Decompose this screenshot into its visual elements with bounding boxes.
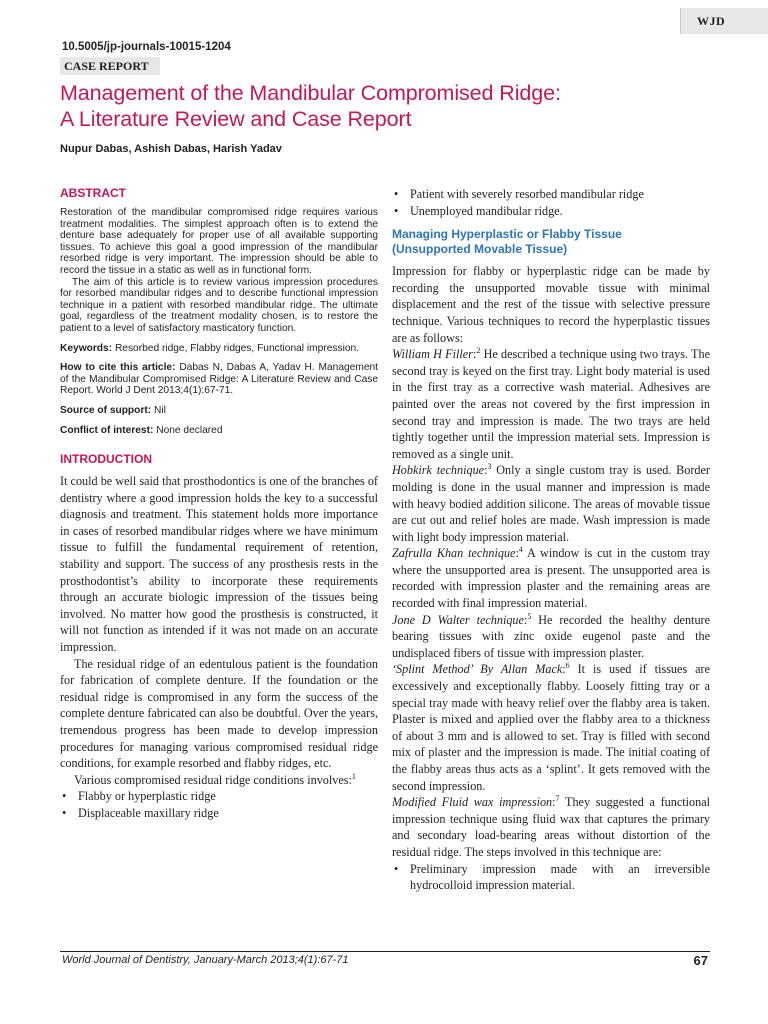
reference-marker: 1 bbox=[351, 771, 356, 781]
list-item: • Displaceable maxillary ridge bbox=[60, 805, 378, 822]
page-number: 67 bbox=[693, 953, 708, 968]
right-column bbox=[392, 186, 710, 894]
flabby-heading-line-2: (Unsupported Movable Tissue) bbox=[392, 242, 568, 257]
intro-paragraph-3 bbox=[60, 772, 378, 789]
technique-text: It is used if tissues are excessively and exceptionally flabby. Loosely fitting tray or a special tray made with heavy relief over the flabby area is taken. Plaster is mixed and applied over the flabby area to a thickness of about 3 mm and is allowed to set. Tray is filled with second mix of plaster and the impression is made. The initial coating of the flabby areas thus acts as a ‘splint’. It gets removed with the second impression. bbox=[392, 662, 710, 793]
intro-paragraph-1: It could be well said that prosthodontics is one of the branches of dentistry where a good impression holds the key to a successful diagnosis and treatment. This statement holds more importance in cases of resorbed mandibular ridges where we have minimum tissue to fulfill the fundamental requirement of retention, stability and support. The success of any prosthesis rests in the prosthodontist’s ability to incorporate these requirements through an accurate biologic impression of the tissues being involved. No matter how good the prosthesis is constructed, it will not function as intended if it was not made on an accurate impression. bbox=[60, 474, 378, 655]
article-type-label: CASE REPORT bbox=[60, 57, 160, 75]
footer-journal: World Journal of Dentistry, January-March 2013;4(1):67-71 bbox=[62, 954, 349, 966]
list-item: • Patient with severely resorbed mandibular ridge bbox=[392, 186, 710, 203]
technique-name: Hobkirk technique bbox=[392, 463, 485, 478]
reference-marker: 3 bbox=[487, 462, 492, 472]
technique-khan: Zafrulla Khan technique:$^4$ A window is cut in the custom tray where the unsupported area is present. The unsupported area is recorded with impression plaster and the remaining areas are recorded with final impression material. bbox=[392, 545, 710, 611]
intro-paragraph-3-text: Various compromised residual ridge conditions involves: bbox=[74, 772, 352, 787]
technique-text: A window is cut in the custom tray where the unsupported area is present. The unsupported area is recorded with impression plaster and the remaining areas are recorded with final impression material. bbox=[392, 546, 710, 611]
flabby-intro: Impression for flabby or hyperplastic ridge can be made by recording the unsupported movable tissue with minimal displacement and the rest of the tissue with selective pressure technique. Various techniques to record the hyperplastic tissues are as follows: bbox=[392, 264, 710, 345]
reference-marker: 7 bbox=[555, 794, 560, 804]
technique-fluid-wax: Modified Fluid wax impression:$^7$ They suggested a functional impression technique using fluid wax that captures the primary and secondary load-bearing areas without distortion of the residual ridge. The steps involved in this technique are: bbox=[392, 794, 710, 859]
technique-name: Modified Fluid wax impression bbox=[392, 795, 553, 810]
technique-text: They suggested a functional impression technique using fluid wax that captures the primary and secondary load-bearing areas without distortion of the residual ridge. The steps involved in this technique are: bbox=[392, 795, 710, 859]
keywords-text: Resorbed ridge, Flabby ridges, Functional impression. bbox=[114, 342, 359, 354]
technique-name: Jone D Walter technique bbox=[392, 612, 524, 627]
technique-name: William H Filler bbox=[392, 347, 473, 362]
reference-marker: 5 bbox=[527, 611, 532, 621]
intro-paragraph-2: The residual ridge of an edentulous patient is the foundation for fabrication of complete denture. If the foundation or the residual ridge is compromised in any form the success of the complete denture fabricated can also be doubtful. Over the years, tremendous progress has been made to develop impression procedures for managing various compromised residual ridge conditions, for example resorbed and flabby ridges, etc. bbox=[60, 656, 378, 771]
conflict-of-interest bbox=[60, 425, 378, 437]
citation-label: How to cite this article: bbox=[60, 362, 176, 374]
conditions-list-right bbox=[392, 186, 710, 219]
abstract-paragraph-2: The aim of this article is to review various impression procedures for resorbed mandibular ridges and to describe functional impression technique in a patient with resorbed mandibular ridge. The ultimate goal, regardless of the treatment modality chosen, is to restore the patient to a level of satisfactory masticatory function. bbox=[60, 276, 378, 334]
technique-filler: William H Filler:$^2$ He described a technique using two trays. The second tray is keyed on the first tray. Light body material is used in the first tray as a corrective wash material. Adhesives are painted over the areas not covered by the first impression in second tray and impression is made. The two trays are held tightly together until the impression material sets. Impression is removed as a single unit. bbox=[392, 346, 710, 461]
citation-text: Dabas N, Dabas A, Yadav H. Management of the Mandibular Compromised Ridge: A Literature Review and Case Report. World J Dent 2013;4(1):67-71. bbox=[60, 362, 378, 397]
flabby-heading-line-1: Managing Hyperplastic or Flabby Tissue bbox=[392, 227, 622, 242]
support-text: Nil bbox=[153, 404, 166, 416]
abstract-heading: ABSTRACT bbox=[60, 186, 126, 200]
fluid-wax-steps bbox=[392, 861, 710, 894]
left-column bbox=[60, 186, 378, 822]
conflict-text: None declared bbox=[156, 424, 223, 436]
reference-marker: 4 bbox=[518, 545, 523, 555]
journal-tab: WJD bbox=[680, 8, 768, 34]
citation bbox=[60, 362, 378, 397]
conditions-list-left bbox=[60, 788, 378, 821]
source-of-support bbox=[60, 405, 378, 417]
support-label: Source of support: bbox=[60, 404, 152, 416]
authors: Nupur Dabas, Ashish Dabas, Harish Yadav bbox=[60, 143, 282, 155]
flabby-tissue-heading bbox=[392, 227, 710, 257]
conflict-label: Conflict of interest: bbox=[60, 424, 154, 436]
title-line-1: Management of the Mandibular Compromised Ridge: bbox=[60, 81, 561, 105]
technique-text: He recorded the healthy denture bearing tissues with zinc oxide eugenol paste and the undisplaced fibers of tissue with impression plaster. bbox=[392, 612, 711, 660]
doi: 10.5005/jp-journals-10015-1204 bbox=[62, 41, 231, 53]
technique-name: ‘Splint Method’ By Allan Mack bbox=[392, 662, 563, 677]
reference-marker: 2 bbox=[476, 346, 481, 356]
introduction-heading: INTRODUCTION bbox=[60, 452, 152, 467]
technique-name: Zafrulla Khan technique bbox=[392, 546, 516, 561]
reference-marker: 6 bbox=[565, 661, 570, 671]
keywords-label: Keywords: bbox=[60, 342, 113, 354]
footer-rule bbox=[60, 951, 710, 952]
list-item: • Flabby or hyperplastic ridge bbox=[60, 788, 378, 805]
technique-mack: ‘Splint Method’ By Allan Mack:$^6$ It is used if tissues are excessively and exceptionally flabby. Loosely fitting tray or a special tray made with heavy relief over the flabby area is taken. Plaster is mixed and applied over the flabby area to a thickness of about 3 mm and is allowed to set. Tray is filled with second mix of plaster and the impression is made. The initial coating of the flabby areas thus acts as a ‘splint’. It gets removed with the second impression. bbox=[392, 661, 710, 793]
keywords bbox=[60, 343, 378, 355]
article-title bbox=[60, 80, 720, 132]
title-line-2: A Literature Review and Case Report bbox=[60, 107, 412, 131]
list-item: • Preliminary impression made with an irreversible hydrocolloid impression material. bbox=[392, 861, 710, 894]
technique-hobkirk: Hobkirk technique:$^3$ Only a single custom tray is used. Border molding is done in the usual manner and impression is made with heavy bodied addition silicone. The areas of movable tissue are cut out and relief holes are made. Wash impression is made with light body impression material. bbox=[392, 462, 710, 544]
technique-walter: Jone D Walter technique:$^5$ He recorded the healthy denture bearing tissues with zinc oxide eugenol paste and the undisplaced fibers of tissue with impression plaster. bbox=[392, 611, 711, 660]
abstract-paragraph-1: Restoration of the mandibular compromised ridge requires various treatment modalities. The simplest approach often is to extend the denture base adequately for proper use of all available supporting tissues. To achieve this goal a good impression of the mandibular resorbed ridge is very important. The impression should be able to record the tissue in a static as well as in functional form. bbox=[60, 207, 378, 276]
technique-text: Only a single custom tray is used. Border molding is done in the usual manner and impression is made with heavy bodied addition silicone. The areas of movable tissue are cut out and relief holes are made. Wash impression is made with light body impression material. bbox=[392, 463, 710, 544]
technique-text: He described a technique using two trays. The second tray is keyed on the first tray. Light body material is used in the first tray as a corrective wash material. Adhesives are painted over the areas not covered by the first impression in second tray and impression is made. The two trays are held tightly together until the impression material sets. Impression is removed as a single unit. bbox=[392, 347, 710, 461]
list-item: • Unemployed mandibular ridge. bbox=[392, 203, 710, 220]
